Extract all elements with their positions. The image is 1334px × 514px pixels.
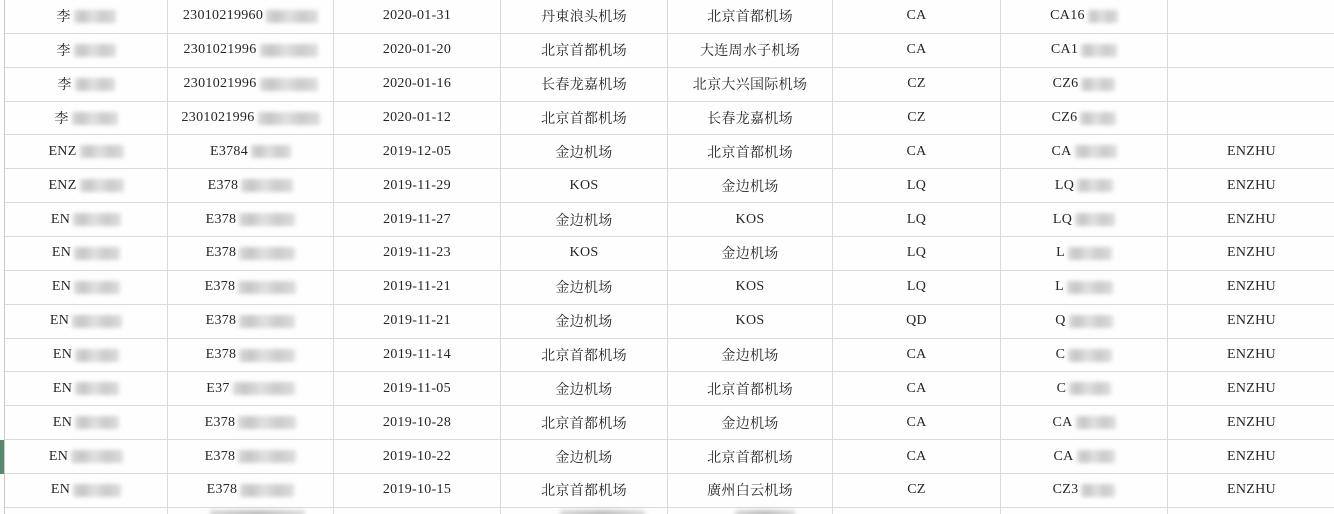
- cell-airline-code[interactable]: [833, 169, 1001, 203]
- cell-flight-date[interactable]: [334, 102, 501, 136]
- redaction-blur: [73, 213, 121, 226]
- id-number-prefix: E3784: [209, 143, 249, 159]
- cell-id-number[interactable]: [168, 440, 334, 474]
- redaction-blur: [74, 10, 116, 23]
- redaction-blur: [73, 484, 121, 497]
- redaction-blur: [233, 382, 295, 395]
- cell-arrival-airport[interactable]: [668, 34, 833, 68]
- arrival-airport: 北京首都机场: [707, 145, 793, 161]
- cell-remark[interactable]: [1168, 203, 1334, 237]
- redaction-blur: [266, 10, 318, 23]
- airline-code: LQ: [906, 245, 927, 261]
- cell-airline-code[interactable]: [833, 372, 1001, 406]
- cell-airline-code[interactable]: [833, 102, 1001, 136]
- cell-id-number[interactable]: [168, 474, 334, 508]
- redaction-blur: [75, 416, 119, 429]
- cell-passenger-name[interactable]: [5, 203, 168, 237]
- cell-flight-date[interactable]: [334, 339, 501, 373]
- cell-remark[interactable]: [1168, 0, 1334, 34]
- arrival-airport: 长春龙嘉机场: [707, 112, 793, 127]
- cell-flight-number[interactable]: [1001, 406, 1168, 440]
- flight-date: 2019-11-14: [383, 347, 451, 363]
- redaction-blur: [80, 145, 124, 158]
- cell-departure-airport[interactable]: [501, 34, 668, 68]
- redaction-blur: [239, 315, 295, 328]
- arrival-airport: 金边机场: [721, 179, 779, 195]
- id-number-prefix: 23010219960: [182, 8, 264, 24]
- flight-records-table: [4, 0, 1334, 514]
- redaction-blur: [1077, 450, 1115, 463]
- passenger-name-prefix: EN: [50, 482, 71, 498]
- cell-airline-code[interactable]: [833, 305, 1001, 339]
- cell-remark[interactable]: [1168, 406, 1334, 440]
- cell-arrival-airport[interactable]: [668, 372, 833, 406]
- redaction-blur: [75, 349, 119, 362]
- cell-passenger-name[interactable]: [5, 0, 168, 34]
- redaction-blur: [1068, 349, 1112, 362]
- cell-passenger-name[interactable]: [5, 474, 168, 508]
- flight-number-prefix: CA: [1052, 414, 1073, 430]
- flight-date: 2019-10-28: [382, 414, 452, 430]
- flight-date: 2019-10-22: [382, 448, 452, 464]
- cell-departure-airport[interactable]: [501, 305, 668, 339]
- redaction-blur: [239, 213, 295, 226]
- cell-id-number[interactable]: [168, 237, 334, 271]
- cell-departure-airport[interactable]: [501, 372, 668, 406]
- redaction-blur: [75, 78, 115, 91]
- passenger-name-prefix: 李: [57, 78, 72, 94]
- departure-airport: 北京首都机场: [541, 44, 627, 60]
- cell-remark[interactable]: [1168, 34, 1334, 68]
- departure-airport: 金边机场: [555, 382, 613, 398]
- flight-number-prefix: CZ6: [1052, 76, 1079, 92]
- departure-airport: 金边机场: [555, 145, 613, 161]
- flight-number-prefix: CZ6: [1051, 110, 1078, 125]
- remark-text: ENZHU: [1227, 414, 1276, 430]
- cell-departure-airport[interactable]: [501, 237, 668, 271]
- redaction-blur: [1081, 44, 1117, 57]
- redaction-blur: [238, 450, 296, 463]
- cell-departure-airport[interactable]: [501, 474, 668, 508]
- remark-text: ENZHU: [1227, 347, 1276, 363]
- cell-remark[interactable]: [1168, 305, 1334, 339]
- id-number-prefix: E378: [206, 482, 238, 498]
- cell-flight-date[interactable]: [334, 372, 501, 406]
- airline-code: CA: [906, 414, 927, 430]
- cell-flight-date[interactable]: [334, 135, 501, 169]
- redaction-blur: [1075, 213, 1115, 226]
- flight-number-prefix: CA16: [1050, 8, 1085, 24]
- cell-passenger-name[interactable]: [5, 68, 168, 102]
- arrival-airport: 北京大兴国际机场: [692, 78, 808, 94]
- cell-airline-code[interactable]: [833, 339, 1001, 373]
- flight-number-prefix: L: [1056, 245, 1065, 261]
- cell-departure-airport[interactable]: [501, 339, 668, 373]
- cell-airline-code[interactable]: [833, 237, 1001, 271]
- redaction-blur: [1077, 179, 1113, 192]
- cell-remark[interactable]: [1168, 68, 1334, 102]
- flight-number-prefix: CA: [1053, 448, 1074, 464]
- cell-partial-row: [5, 508, 168, 514]
- departure-airport: 北京首都机场: [541, 112, 627, 127]
- flight-date: 2019-11-23: [383, 245, 451, 261]
- departure-airport: 北京首都机场: [541, 416, 627, 432]
- cell-passenger-name[interactable]: [5, 440, 168, 474]
- redaction-blur: [1067, 281, 1113, 294]
- cell-flight-number[interactable]: [1001, 271, 1168, 305]
- remark-text: ENZHU: [1227, 482, 1276, 498]
- departure-airport: 金边机场: [555, 315, 613, 331]
- airline-code: CA: [906, 143, 927, 159]
- flight-date: 2020-01-31: [382, 8, 452, 24]
- cell-departure-airport[interactable]: [501, 68, 668, 102]
- redaction-blur: [1081, 78, 1115, 91]
- redaction-blur: [1081, 484, 1115, 497]
- redaction-blur: [239, 247, 295, 260]
- cell-arrival-airport[interactable]: [668, 203, 833, 237]
- cell-passenger-name[interactable]: [5, 102, 168, 136]
- arrival-airport: KOS: [735, 211, 765, 227]
- cell-remark[interactable]: [1168, 102, 1334, 136]
- passenger-name-prefix: EN: [51, 279, 72, 295]
- departure-airport: KOS: [569, 245, 599, 261]
- redaction-blur: [260, 78, 318, 91]
- cell-id-number[interactable]: [168, 102, 334, 136]
- redaction-blur: [240, 484, 294, 497]
- redaction-blur: [1076, 416, 1116, 429]
- flight-number-prefix: LQ: [1052, 211, 1073, 227]
- cell-partial-row: [1168, 508, 1334, 514]
- cell-remark[interactable]: [1168, 339, 1334, 373]
- departure-airport: 北京首都机场: [541, 484, 627, 500]
- remark-text: ENZHU: [1227, 177, 1276, 193]
- id-number-prefix: E378: [205, 347, 237, 363]
- id-number-prefix: E378: [204, 414, 236, 430]
- cell-partial-row: [334, 508, 501, 514]
- arrival-airport: KOS: [735, 313, 765, 329]
- redaction-blur: [72, 112, 118, 125]
- departure-airport: KOS: [569, 177, 599, 193]
- passenger-name-prefix: EN: [49, 313, 70, 329]
- departure-airport: 金边机场: [555, 450, 613, 466]
- airline-code: CZ: [907, 482, 926, 498]
- cell-airline-code[interactable]: [833, 440, 1001, 474]
- id-number-prefix: 2301021996: [183, 42, 257, 58]
- arrival-airport: 金边机场: [721, 349, 779, 365]
- cell-flight-number[interactable]: [1001, 135, 1168, 169]
- cell-flight-number[interactable]: [1001, 237, 1168, 271]
- cell-id-number[interactable]: [168, 34, 334, 68]
- remark-text: ENZHU: [1227, 380, 1276, 396]
- redaction-blur: [260, 44, 318, 57]
- cell-passenger-name[interactable]: [5, 406, 168, 440]
- passenger-name-prefix: EN: [48, 448, 69, 464]
- cell-arrival-airport[interactable]: [668, 305, 833, 339]
- departure-airport: 丹東浪头机场: [541, 10, 627, 26]
- passenger-name-prefix: EN: [52, 380, 73, 396]
- flight-number-prefix: CA: [1051, 143, 1072, 159]
- cell-airline-code[interactable]: [833, 135, 1001, 169]
- passenger-name-prefix: EN: [51, 245, 72, 261]
- partial-row-redaction-blur: [735, 510, 795, 514]
- passenger-name-prefix: 李: [54, 112, 69, 127]
- cell-passenger-name[interactable]: [5, 271, 168, 305]
- cell-id-number[interactable]: [168, 68, 334, 102]
- cell-passenger-name[interactable]: [5, 237, 168, 271]
- cell-flight-number[interactable]: [1001, 203, 1168, 237]
- remark-text: ENZHU: [1227, 245, 1276, 261]
- partial-row-redaction-blur: [210, 510, 305, 514]
- flight-date: 2019-11-21: [383, 279, 451, 295]
- redaction-blur: [239, 349, 295, 362]
- redaction-blur: [251, 145, 291, 158]
- airline-code: CA: [906, 42, 927, 58]
- cell-arrival-airport[interactable]: [668, 68, 833, 102]
- id-number-prefix: E378: [205, 211, 237, 227]
- redaction-blur: [1069, 382, 1111, 395]
- cell-flight-number[interactable]: [1001, 0, 1168, 34]
- arrival-airport: 大连周水子机场: [699, 44, 801, 60]
- passenger-name-prefix: EN: [52, 347, 73, 363]
- cell-arrival-airport[interactable]: [668, 237, 833, 271]
- cell-flight-number[interactable]: [1001, 339, 1168, 373]
- id-number-prefix: E378: [207, 177, 239, 193]
- redaction-blur: [72, 315, 122, 328]
- cell-flight-date[interactable]: [334, 406, 501, 440]
- flight-number-prefix: CZ3: [1052, 482, 1079, 498]
- cell-arrival-airport[interactable]: [668, 271, 833, 305]
- id-number-prefix: E378: [205, 313, 237, 329]
- redaction-blur: [1088, 10, 1118, 23]
- cell-arrival-airport[interactable]: [668, 474, 833, 508]
- airline-code: QD: [906, 313, 927, 329]
- cell-passenger-name[interactable]: [5, 135, 168, 169]
- redaction-blur: [74, 247, 120, 260]
- flight-date: 2019-12-05: [382, 143, 452, 159]
- departure-airport: 北京首都机场: [541, 349, 627, 365]
- flight-number-prefix: C: [1055, 347, 1066, 363]
- cell-passenger-name[interactable]: [5, 372, 168, 406]
- cell-flight-number[interactable]: [1001, 474, 1168, 508]
- cell-arrival-airport[interactable]: [668, 339, 833, 373]
- cell-airline-code[interactable]: [833, 474, 1001, 508]
- cell-passenger-name[interactable]: [5, 339, 168, 373]
- cell-departure-airport[interactable]: [501, 406, 668, 440]
- cell-flight-date[interactable]: [334, 440, 501, 474]
- passenger-name-prefix: EN: [52, 414, 73, 430]
- cell-departure-airport[interactable]: [501, 169, 668, 203]
- redaction-blur: [74, 44, 116, 57]
- redaction-blur: [74, 281, 120, 294]
- redaction-blur: [238, 281, 296, 294]
- cell-departure-airport[interactable]: [501, 0, 668, 34]
- cell-id-number[interactable]: [168, 406, 334, 440]
- arrival-airport: 北京首都机场: [707, 382, 793, 398]
- cell-flight-date[interactable]: [334, 68, 501, 102]
- cell-airline-code[interactable]: [833, 0, 1001, 34]
- remark-text: ENZHU: [1227, 143, 1276, 159]
- arrival-airport: 北京首都机场: [707, 450, 793, 466]
- cell-departure-airport[interactable]: [501, 440, 668, 474]
- cell-flight-number[interactable]: [1001, 68, 1168, 102]
- id-number-prefix: 2301021996: [183, 76, 257, 92]
- passenger-name-prefix: ENZ: [48, 143, 77, 159]
- redaction-blur: [1068, 247, 1112, 260]
- arrival-airport: 金边机场: [721, 416, 779, 432]
- redaction-blur: [238, 416, 296, 429]
- flight-number-prefix: CA1: [1050, 42, 1079, 58]
- flight-number-prefix: Q: [1055, 313, 1066, 329]
- cell-passenger-name[interactable]: [5, 34, 168, 68]
- cell-id-number[interactable]: [168, 305, 334, 339]
- arrival-airport: KOS: [735, 279, 765, 295]
- flight-date: 2019-11-05: [383, 380, 451, 396]
- cell-flight-date[interactable]: [334, 0, 501, 34]
- arrival-airport: 金边机场: [721, 247, 779, 263]
- airline-code: CA: [906, 8, 927, 24]
- remark-text: ENZHU: [1227, 313, 1276, 329]
- airline-code: LQ: [906, 177, 927, 193]
- cell-remark[interactable]: [1168, 135, 1334, 169]
- airline-code: CA: [906, 448, 927, 464]
- cell-remark[interactable]: [1168, 169, 1334, 203]
- cell-flight-number[interactable]: [1001, 102, 1168, 136]
- redaction-blur: [258, 112, 320, 125]
- redaction-blur: [80, 179, 124, 192]
- flight-date: 2020-01-16: [382, 76, 452, 92]
- cell-flight-number[interactable]: [1001, 372, 1168, 406]
- passenger-name-prefix: 李: [56, 10, 71, 26]
- id-number-prefix: E378: [204, 279, 236, 295]
- cell-remark[interactable]: [1168, 474, 1334, 508]
- cell-partial-row: [1001, 508, 1168, 514]
- cell-departure-airport[interactable]: [501, 203, 668, 237]
- cell-departure-airport[interactable]: [501, 102, 668, 136]
- redaction-blur: [71, 450, 123, 463]
- cell-remark[interactable]: [1168, 372, 1334, 406]
- cell-passenger-name[interactable]: [5, 169, 168, 203]
- cell-flight-date[interactable]: [334, 271, 501, 305]
- cell-airline-code[interactable]: [833, 203, 1001, 237]
- cell-arrival-airport[interactable]: [668, 406, 833, 440]
- cell-flight-number[interactable]: [1001, 440, 1168, 474]
- airline-code: LQ: [906, 211, 927, 227]
- flight-number-prefix: C: [1056, 380, 1067, 396]
- passenger-name-prefix: EN: [50, 211, 71, 227]
- remark-text: ENZHU: [1227, 448, 1276, 464]
- partial-row-redaction-blur: [560, 510, 645, 514]
- cell-flight-date[interactable]: [334, 237, 501, 271]
- flight-number-prefix: L: [1055, 279, 1064, 295]
- row-selection-indicator: [0, 440, 4, 474]
- redaction-blur: [1080, 112, 1116, 125]
- cell-airline-code[interactable]: [833, 271, 1001, 305]
- id-number-prefix: E378: [205, 245, 237, 261]
- cell-flight-number[interactable]: [1001, 34, 1168, 68]
- cell-arrival-airport[interactable]: [668, 135, 833, 169]
- cell-remark[interactable]: [1168, 440, 1334, 474]
- flight-date: 2019-10-15: [382, 482, 452, 498]
- airline-code: LQ: [906, 279, 927, 295]
- cell-departure-airport[interactable]: [501, 271, 668, 305]
- departure-airport: 金边机场: [555, 213, 613, 229]
- passenger-name-prefix: ENZ: [48, 177, 77, 193]
- remark-text: ENZHU: [1227, 279, 1276, 295]
- cell-id-number[interactable]: [168, 169, 334, 203]
- airline-code: CZ: [907, 76, 926, 92]
- departure-airport: 长春龙嘉机场: [541, 78, 627, 94]
- cell-passenger-name[interactable]: [5, 305, 168, 339]
- arrival-airport: 北京首都机场: [707, 10, 793, 26]
- id-number-prefix: E378: [204, 448, 236, 464]
- redaction-blur: [1075, 145, 1117, 158]
- flight-date: 2019-11-21: [383, 313, 451, 329]
- departure-airport: 金边机场: [555, 281, 613, 297]
- passenger-name-prefix: 李: [56, 44, 71, 60]
- flight-number-prefix: LQ: [1054, 177, 1075, 193]
- cell-id-number[interactable]: [168, 339, 334, 373]
- cell-flight-date[interactable]: [334, 305, 501, 339]
- cell-airline-code[interactable]: [833, 34, 1001, 68]
- cell-flight-date[interactable]: [334, 203, 501, 237]
- flight-date: 2020-01-12: [382, 110, 452, 125]
- cell-id-number[interactable]: [168, 271, 334, 305]
- airline-code: CA: [906, 347, 927, 363]
- redaction-blur: [1069, 315, 1113, 328]
- cell-airline-code[interactable]: [833, 68, 1001, 102]
- cell-arrival-airport[interactable]: [668, 0, 833, 34]
- cell-departure-airport[interactable]: [501, 135, 668, 169]
- cell-remark[interactable]: [1168, 237, 1334, 271]
- remark-text: ENZHU: [1227, 211, 1276, 227]
- cell-id-number[interactable]: [168, 203, 334, 237]
- cell-partial-row: [833, 508, 1001, 514]
- airline-code: CA: [906, 380, 927, 396]
- cell-flight-date[interactable]: [334, 34, 501, 68]
- cell-arrival-airport[interactable]: [668, 102, 833, 136]
- airline-code: CZ: [907, 110, 926, 125]
- cell-flight-date[interactable]: [334, 474, 501, 508]
- flight-date: 2020-01-20: [382, 42, 452, 58]
- flight-date: 2019-11-27: [383, 211, 451, 227]
- arrival-airport: 廣州白云机场: [707, 484, 793, 500]
- id-number-prefix: E37: [206, 380, 230, 396]
- id-number-prefix: 2301021996: [181, 110, 255, 125]
- cell-flight-date[interactable]: [334, 169, 501, 203]
- flight-date: 2019-11-29: [383, 177, 451, 193]
- redaction-blur: [75, 382, 119, 395]
- cell-flight-number[interactable]: [1001, 169, 1168, 203]
- redaction-blur: [241, 179, 293, 192]
- cell-flight-number[interactable]: [1001, 305, 1168, 339]
- cell-id-number[interactable]: [168, 0, 334, 34]
- cell-arrival-airport[interactable]: [668, 440, 833, 474]
- cell-remark[interactable]: [1168, 271, 1334, 305]
- cell-airline-code[interactable]: [833, 406, 1001, 440]
- cell-id-number[interactable]: [168, 372, 334, 406]
- cell-id-number[interactable]: [168, 135, 334, 169]
- cell-arrival-airport[interactable]: [668, 169, 833, 203]
